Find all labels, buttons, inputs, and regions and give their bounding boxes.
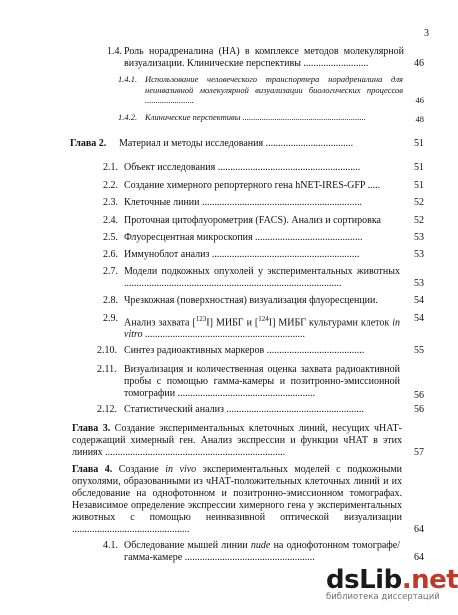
toc-text-italic: in vivo [165,464,197,475]
toc-entry-number: 2.9. [103,313,118,324]
toc-chapter-label: Глава 2. [70,138,107,149]
toc-entry-title: Создание химерного репортерного гена hNET-IRES-GFP ..... [124,180,381,191]
toc-entry-number: 2.3. [103,197,118,208]
toc-entry-title: Синтез радиоактивных маркеров ....................................... [124,345,365,356]
toc-entry-number: 2.1. [103,162,118,173]
toc-entry-page: 56 [414,390,424,401]
toc-text-part: Создание экспериментальных клеточных линий, несущих чНАТ-содержащий химерный ген. Анализ экспрессии и функции чНАТ в этих линиях ........................................................................ [72,423,402,458]
toc-entry-page: 54 [414,295,424,306]
toc-entry-page: 52 [414,197,424,208]
toc-entry-title [124,313,401,341]
toc-entry-number: 2.8. [103,295,118,306]
toc-entry-title [72,423,402,459]
toc-entry-title: Иммуноблот анализ ........................................................... [124,249,360,260]
toc-entry-title: Объект исследования ......................................................... [124,162,361,173]
watermark-logo-main: dsLib [326,565,402,595]
toc-text-part: на однофотонном томографе/ гамма-камере .................................................... [124,540,400,563]
toc-text-part: экспериментальных моделей с подкожными опухолями, образованными из чНАТ-положительных клеточных линий и их обследование на однофотонном и позитронно-эмиссионном томографах. Независимое определение экспрессии химерного гена у экспериментальных животных с помощью неинвазивной оптической визуализации ............................................... [72,464,403,535]
toc-entry-title: Визуализация и количественная оценка захвата радиоактивной пробы с помощью гамма-камеры и позитронно-эмиссионной томографии ....................................................... [124,364,400,399]
toc-entry-page: 48 [415,114,424,124]
toc-entry-number: 2.12. [97,404,117,415]
isotope-superscript: 124 [258,315,269,323]
isotope-superscript: 123 [195,315,207,323]
toc-text-part: I] МИБГ и [ [206,317,259,329]
toc-text-part: Анализ захвата [ [124,317,196,329]
toc-entry-number: 2.4. [103,215,118,226]
toc-entry-page: 53 [414,278,424,289]
toc-entry-page: 64 [414,524,424,535]
toc-text-part: I] МИБГ культурами клеток [268,317,393,329]
toc-entry-page: 56 [414,404,424,415]
toc-entry-page: 55 [414,345,424,356]
toc-entry-number: 4.1. [103,540,118,551]
watermark [326,565,458,615]
watermark-subtitle: библиотека диссертаций [326,592,440,602]
toc-entry-number: 2.5. [103,232,118,243]
toc-entry-title [72,464,402,536]
toc-entry-page: 57 [414,447,424,458]
toc-text-part: ................................................................ [142,329,306,341]
toc-entry-page: 51 [414,138,424,149]
toc-entry-page: 51 [414,162,424,173]
toc-entry-number: 2.2. [103,180,118,191]
toc-entry-number: 2.11. [97,364,117,375]
toc-entry-page: 53 [414,249,424,260]
toc-entry-title: Роль норадреналина (НА) в комплексе методов молекулярной визуализации. Клинические перспективы .......................... [124,46,404,69]
toc-chapter-label: Глава 3. [72,423,111,434]
toc-entry-title: Клинические перспективы .......................................................... [145,112,366,122]
watermark-logo-accent: .net [401,565,458,595]
toc-entry-title: Клеточные линии ................................................................ [124,197,363,208]
toc-entry-page: 54 [414,313,424,324]
toc-entry-page: 52 [414,215,424,226]
toc-entry-number: 1.4. [107,46,122,57]
toc-entry-page: 53 [414,232,424,243]
toc-entry-page: 64 [414,552,424,563]
toc-entry-number: 2.10. [97,345,117,356]
toc-entry-title: Статистический анализ ....................................................... [124,404,364,415]
toc-entry-page: 46 [414,58,424,69]
page-number: 3 [424,28,429,39]
toc-entry-title: Проточная цитофлуорометрия (FACS). Анализ и сортировка [124,215,381,226]
toc-entry-title [124,540,400,564]
watermark-logo [326,565,458,595]
toc-entry-title: Модели подкожных опухолей у экспериментальных животных ....................................................................................... [124,266,400,289]
toc-entry-page: 51 [414,180,424,191]
toc-entry-page: 46 [415,95,424,105]
toc-text-italic: in vitro [124,317,401,341]
toc-chapter-label: Глава 4. [72,464,113,475]
toc-entry-title: Флуоресцентная микроскопия ........................................... [124,232,363,243]
toc-text-part: Создание [118,464,166,475]
toc-entry-number: 2.7. [103,266,118,277]
toc-text-italic: nude [250,540,271,551]
toc-text-part: Обследование мышей линии [124,540,251,551]
toc-entry-number: 1.4.2. [118,112,138,122]
toc-entry-title: Использование человеческого транспортера норадреналина для неинвазивной молекулярной визуализации биологических процессов ....................... [145,74,403,105]
toc-entry-title: Материал и методы исследования ................................... [119,138,354,149]
toc-entry-number: 1.4.1. [118,74,138,84]
toc-entry-number: 2.6. [103,249,118,260]
toc-entry-title: Чрезкожная (поверхностная) визуализация флуоресценции. [124,295,378,306]
